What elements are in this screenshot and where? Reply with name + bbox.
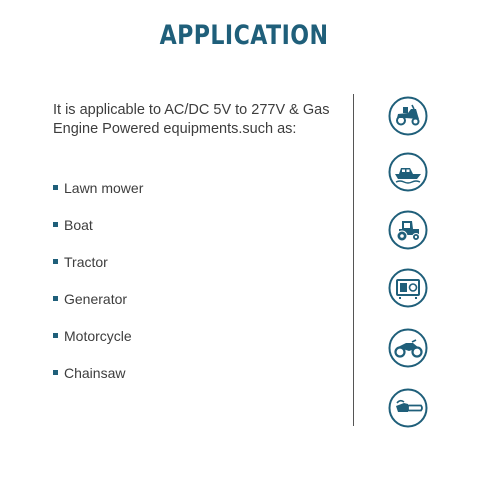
page-title: APPLICATION — [159, 20, 329, 51]
list-item-label: Boat — [64, 217, 93, 233]
bullet-icon — [53, 333, 58, 338]
list-item-label: Tractor — [64, 254, 108, 270]
divider — [353, 94, 354, 426]
lawn-mower-icon — [388, 96, 428, 136]
list-item-label: Motorcycle — [64, 328, 132, 344]
list-item — [53, 181, 143, 218]
list-item — [53, 366, 143, 403]
application-list — [53, 181, 143, 403]
list-item — [53, 329, 143, 366]
motorcycle-icon — [388, 328, 428, 368]
bullet-icon — [53, 296, 58, 301]
list-item-label: Lawn mower — [64, 180, 144, 196]
generator-icon — [388, 268, 428, 308]
list-item-label: Chainsaw — [64, 365, 126, 381]
bullet-icon — [53, 259, 58, 264]
bullet-icon — [53, 222, 58, 227]
tractor-icon — [388, 210, 428, 250]
chainsaw-icon — [388, 388, 428, 428]
list-item-label: Generator — [64, 291, 128, 307]
intro-text: It is applicable to AC/DC 5V to 277V & Gas Engine Powered equipments.such as: — [53, 102, 330, 137]
list-item — [53, 255, 143, 292]
list-item — [53, 218, 143, 255]
bullet-icon — [53, 370, 58, 375]
boat-icon — [388, 152, 428, 192]
list-item — [53, 292, 143, 329]
bullet-icon — [53, 185, 58, 190]
